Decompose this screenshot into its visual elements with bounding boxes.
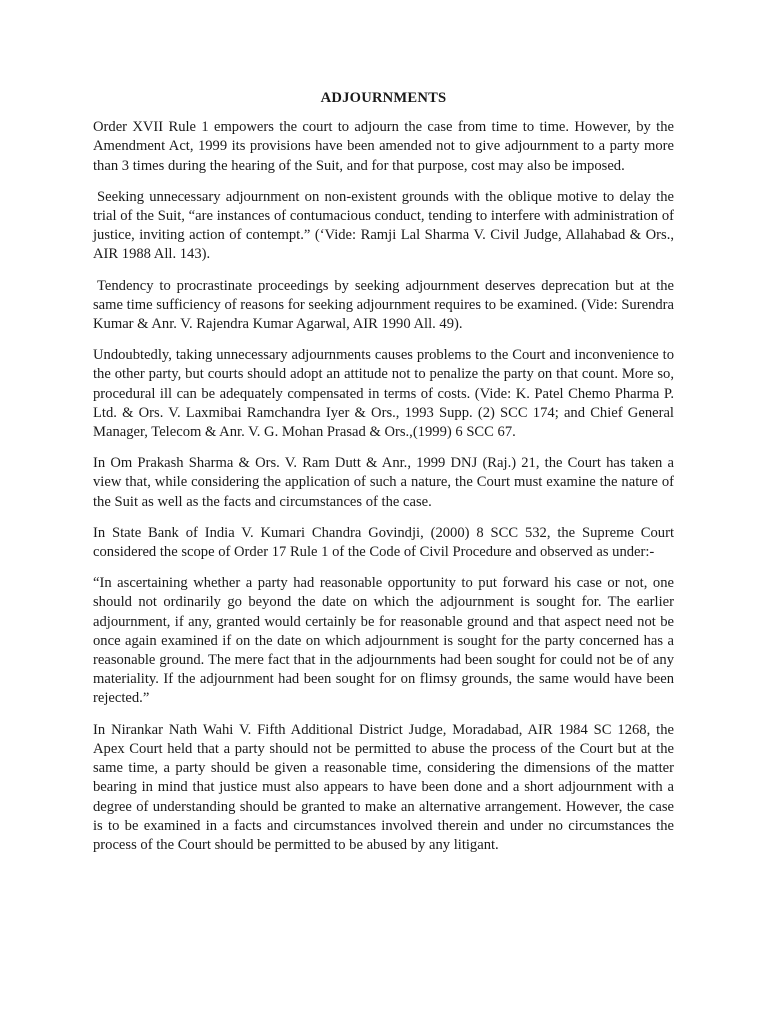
paragraph-om-prakash: In Om Prakash Sharma & Ors. V. Ram Dutt & Anr., 1999 DNJ (Raj.) 21, the Court has taken a view that, while considering the application of such a nature, the Court must examine the nature of the Suit as well as the facts and circumstances of the case. <box>93 455 674 510</box>
paragraph-state-bank: In State Bank of India V. Kumari Chandra Govindji, (2000) 8 SCC 532, the Supreme Court considered the scope of Order 17 Rule 1 of the Code of Civil Procedure and observed as under:- <box>93 524 674 561</box>
paragraph-procrastinate: Tendency to procrastinate proceedings by seeking adjournment deserves deprecation but at the same time sufficiency of reasons for seeking adjournment requires to be examined. (Vide: Surendra Kumar & Anr. V. Rajendra Kumar Agarwal, AIR 1990 All. 49). <box>93 277 674 333</box>
document-title: ADJOURNMENTS <box>320 90 447 106</box>
paragraph-nirankar-nath: In Nirankar Nath Wahi V. Fifth Additional District Judge, Moradabad, AIR 1984 SC 1268, the Apex Court held that a party should not be permitted to abuse the process of the Court but at the same time, a party should be given a reasonable time, considering the dimensions of the matter bearing in mind that justice must also appears to have been done and a short adjournment with a degree of understanding should be granted to make an alternative arrangement. However, the case is to be examined in a facts and circumstances involved therein and under no circumstances the process of the Court should be permitted to be abused by any litigant. <box>93 721 674 853</box>
paragraph-quotation: “In ascertaining whether a party had reasonable opportunity to put forward his case or not, one should not ordinarily go beyond the date on which the adjournment is sought for. The earlier adjournment, if any, granted would certainly be for reasonable ground and that aspect need not be once again examined if on the date on which adjournment is sought for the party concerned has a reasonable ground. The mere fact that in the adjournments had been sought for could not be of any materiality. If the adjournment had been sought for on flimsy grounds, the same would have been rejected.” <box>93 575 674 707</box>
document-body <box>93 89 674 867</box>
paragraph-order-xvii: Order XVII Rule 1 empowers the court to adjourn the case from time to time. However, by the Amendment Act, 1999 its provisions have been amended not to give adjournment to a party more than 3 times during the hearing of the Suit, and for that purpose, cost may also be imposed. <box>93 119 674 174</box>
paragraph-undoubtedly: Undoubtedly, taking unnecessary adjournments causes problems to the Court and inconvenience to the other party, but courts should adopt an attitude not to penalize the party on that count. More so, procedural ill can be adequately compensated in terms of costs. (Vide: K. Patel Chemo Pharma P. Ltd. & Ors. V. Laxmibai Ramchandra Iyer & Ors., 1993 Supp. (2) SCC 174; and Chief General Manager, Telecom & Anr. V. G. Mohan Prasad & Ors.,(1999) 6 SCC 67. <box>93 347 674 441</box>
paragraph-unnecessary-adjournment: Seeking unnecessary adjournment on non-existent grounds with the oblique motive to delay the trial of the Suit, “are instances of contumacious conduct, tending to interfere with administration of justice, inviting action of contempt.” (‘Vide: Ramji Lal Sharma V. Civil Judge, Allahabad & Ors., AIR 1988 All. 143). <box>93 188 674 263</box>
